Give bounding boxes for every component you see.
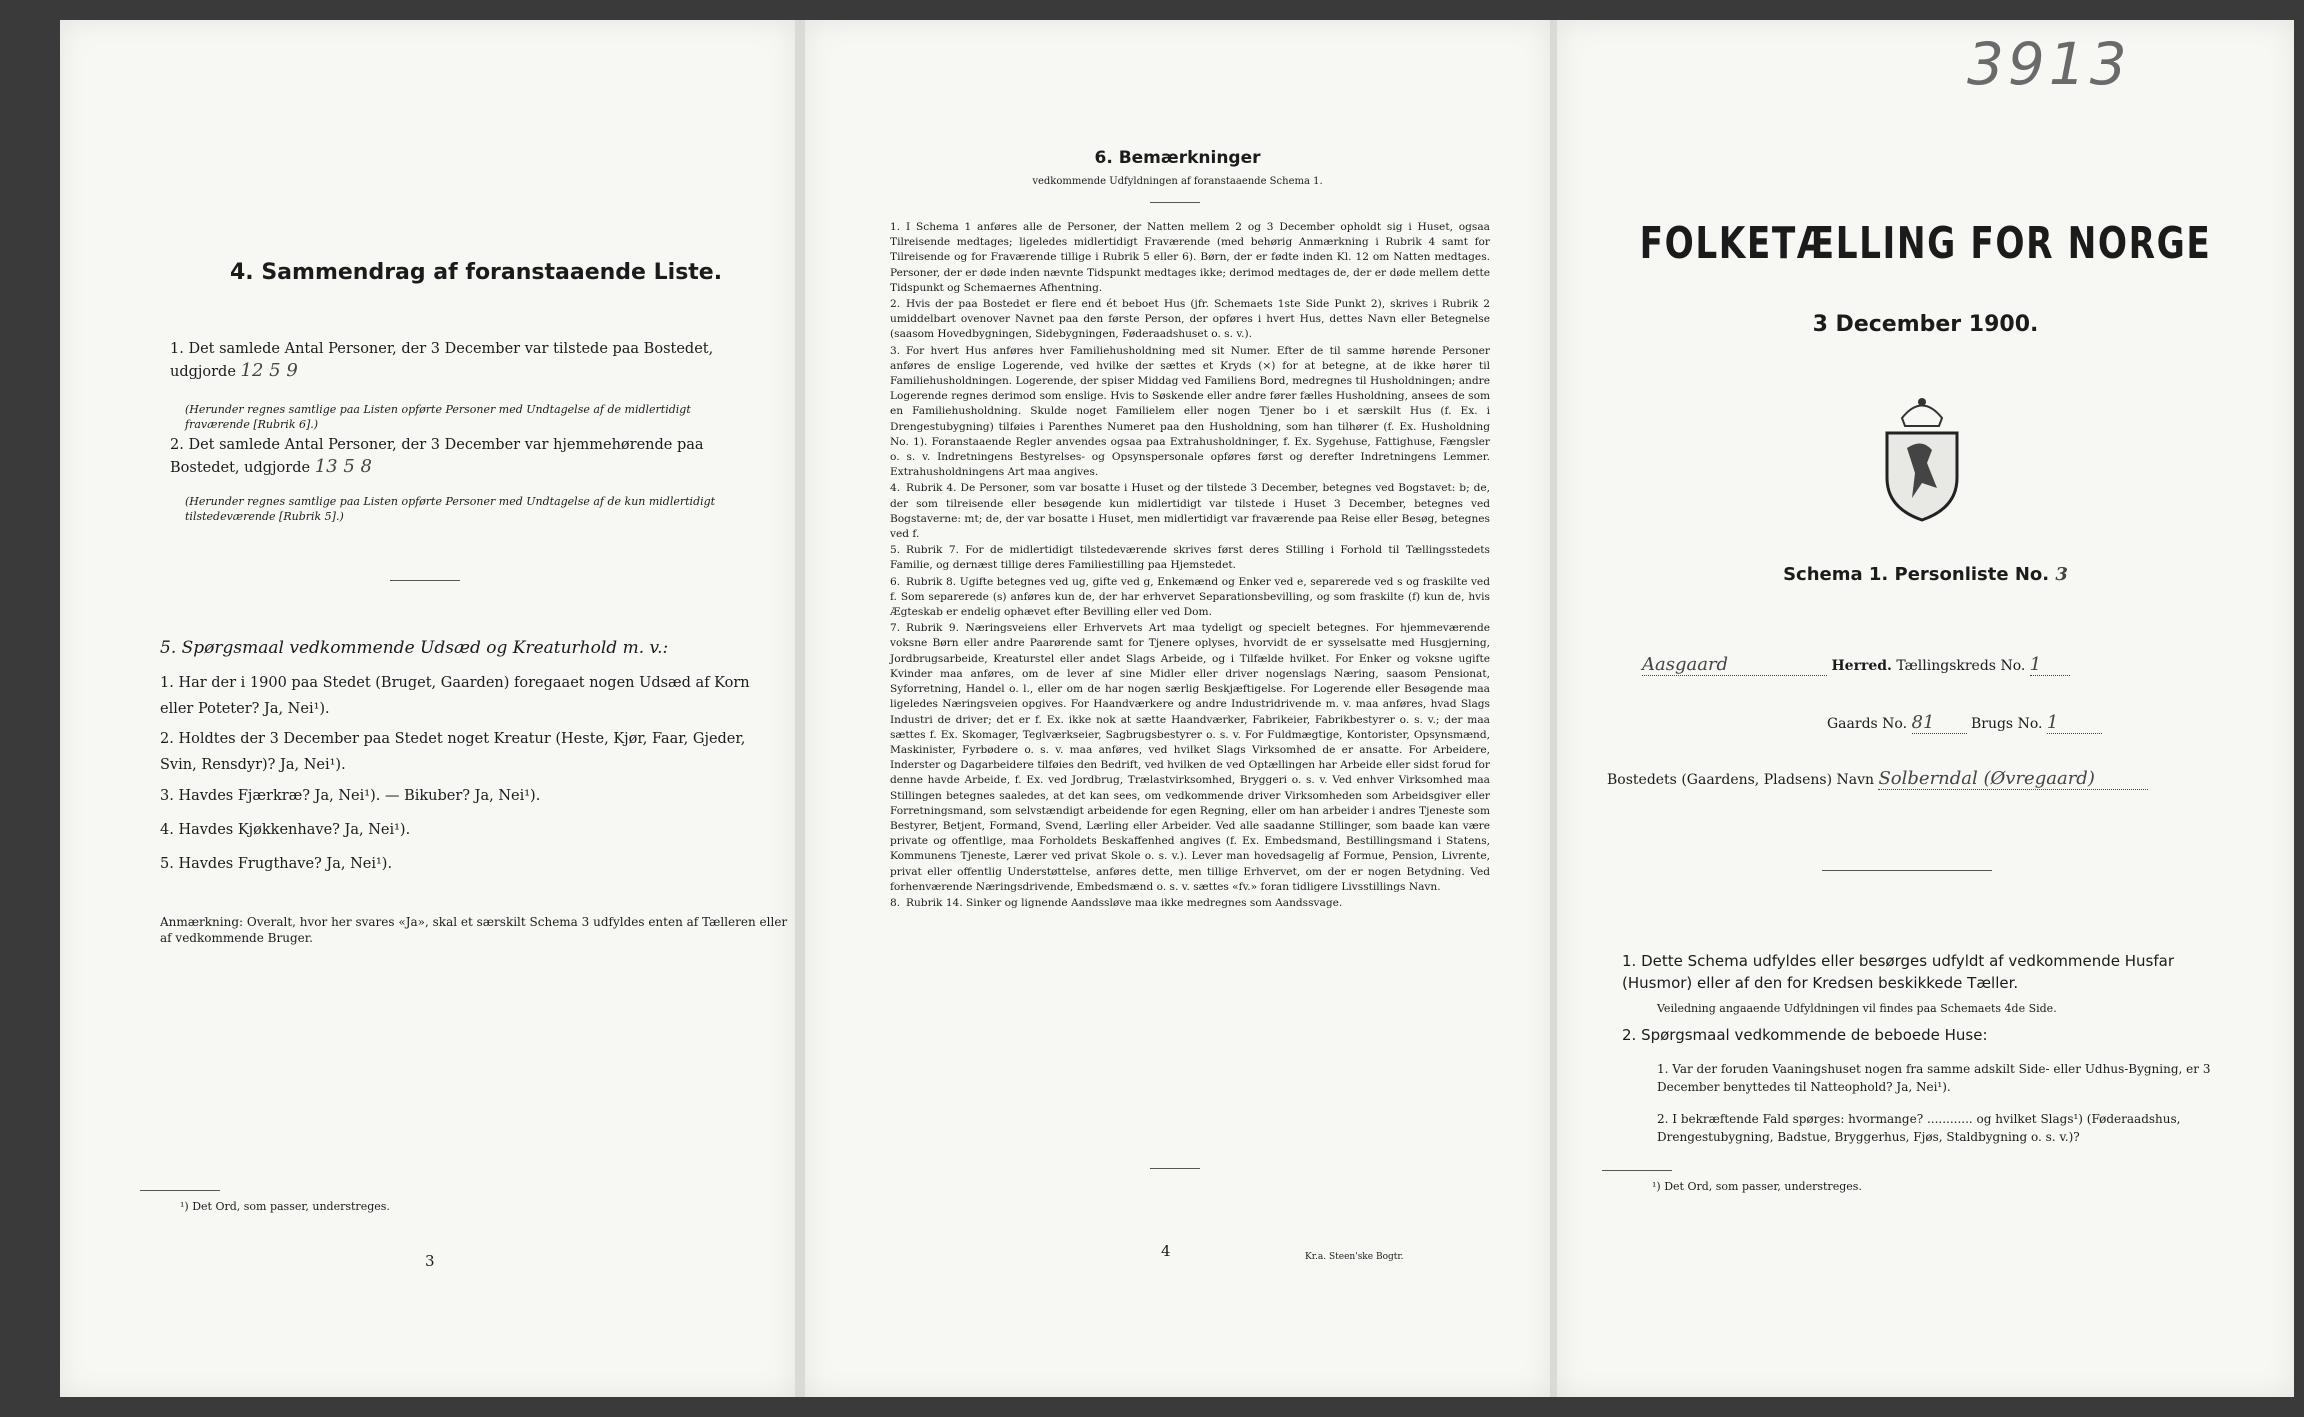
- page-number: 3: [425, 1252, 435, 1270]
- summary-heading: 4. Sammendrag af foranstaaende Liste.: [230, 260, 723, 285]
- brugs-value: 1: [2047, 712, 2102, 734]
- kreds-label: Tællingskreds No.: [1896, 658, 2026, 674]
- summary-item-present-value: 12 5 9: [240, 360, 298, 381]
- rule-item: 5. Rubrik 7. For de midlertidigt tilstedeværende skrives først deres Stilling i Forhold til Tællingsstedets Familie, og dernæst tillige deres Familiestilling paa Hjemstedet.: [890, 544, 1490, 572]
- question-4: 4. Havdes Kjøkkenhave? Ja, Nei¹).: [160, 822, 411, 838]
- question-1: 1. Har der i 1900 paa Stedet (Bruget, Gaarden) foregaaet nogen Udsæd af Korn eller Poteter? Ja, Nei¹).: [160, 675, 750, 717]
- herred-label: Herred.: [1831, 658, 1892, 674]
- footnote-rule: [1602, 1170, 1672, 1171]
- rule-item: 1. I Schema 1 anføres alle de Personer, der Natten mellem 2 og 3 December opholdt sig i Huset, ogsaa Tilreisende medtages; ligeledes midlertidigt Fraværende (med behørig Anmærkning i Rubrik 4 samt for Tilreisende og for Fraværende tillige i Rubrik 5 eller 6). Børn, der er fødte inden Kl. 12 om Natten medtages. Personer, der er døde inden nævnte Tidspunkt medtages ikke; derimod medtages de, der er døde mellem dette Tidspunkt og Schemaernes Afhentning.: [890, 221, 1490, 294]
- rule-item: 3. For hvert Hus anføres hver Familiehusholdning med sit Numer. Efter de til samme hørende Personer anføres de enslige Logerende, ved hvilke der sættes et Kryds (×) for at betegne, at de ikke hører til Familiehusholdningen. Logerende, der spiser Middag ved Familiens Bord, medregnes til Husholdningen; andre Logerende regnes derimod som enslige. Hvis to Søskende eller andre fører fælles Husholdning, ansees de som en Familiehusholdning. Skulde noget Familielem eller nogen Tjener bo i et særskilt Hus (f. Ex. i Drengestubygning) tilføies i Parenthes Numeret paa den Husholdning, som han tilhører (f. Ex. Husholdning No. 1). Foranstaaende Regler anvendes ogsaa paa Extrahusholdninger, f. Ex. Sygehuse, Fattighuse, Fængsler o. s. v. Indretningens Bestyrelses- og Opsynspersonale opføres først og derefter Indretningens Lemmer. Extrahusholdningens Art maa angives.: [890, 344, 1490, 479]
- summary-item-present-text: 1. Det samlede Antal Personer, der 3 December var tilstede paa Bostedet, udgjorde: [170, 341, 714, 380]
- schema-number: 3: [2055, 564, 2068, 585]
- rule-item: 2. Hvis der paa Bostedet er flere end ét beboet Hus (jfr. Schemaets 1ste Side Punkt 2), skrives i Rubrik 2 umiddelbart ovenover Navnet paa den første Person, der opføres i hvert Hus, dettes Navn eller Betegnelse (saasom Hovedbygningen, Sidebygningen, Føderaadshuset o. s. v.).: [890, 298, 1490, 341]
- question-3: 3. Havdes Fjærkræ? Ja, Nei¹). — Bikuber? Ja, Nei¹).: [160, 788, 541, 804]
- divider: [1150, 1168, 1200, 1169]
- archive-number: 3913: [1967, 30, 2131, 98]
- herred-line: [1642, 654, 2070, 676]
- rule-item: 7. Rubrik 9. Næringsveiens eller Erhvervets Art maa tydeligt og specielt betegnes. For hjemmeværende voksne Børn eller andre Paarørende samt for Tjenere oplyses, hvorvidt de er sysselsatte med Husgjerning, Jordbrugsarbeide, Kreaturstel eller andet Slags Arbeide, og i Tilfælde hvilket. For Enker og voksne ugifte Kvinder maa anføres, om de lever af sine Midler eller driver nogenslags Næring, saasom Pensionat, Syforretning, Handel o. l., eller om de har nogen særlig Beskjæftigelse. For Logerende eller Besøgende maa ligeledes Næringsveien opgives. For Haandværkere og andre Industridrivende m. v. maa anføres, hvad Slags Industri de driver; det er f. Ex. ikke nok at sætte Haandværker, Fabrikeier, Fabrikbestyrer o. s. v.; der maa sættes f. Ex. Skomager, Teglværkseier, Sagbrugsbestyrer o. s. v. For Fuldmægtige, Kontorister, Opsynsmænd, Maskinister, Fyrbødere o. s. v. maa anføres, ved hvilket Slags Virksomhed de er ansatte. For Arbeidere, Inderster og Dagarbeidere tilføies den Bedrift, ved hvilken de ved Optællingen har Arbeide eller sidst forud for denne havde Arbeide, f. Ex. ved Jordbrug, Trælastvirksomhed, Bryggeri o. s. v. Ved enhver Virksomhed maa Stillingen betegnes saaledes, at det kan sees, om vedkommende driver Virksomheden som Arbeidsgiver eller Forretningsmand, som selvstændigt arbeidende for egen Regning, eller om han arbeider i andres Tjeneste som Bestyrer, Betjent, Formand, Svend, Lærling eller Arbeider. Ved alle saadanne Stillinger, som baade kan være private og offentlige, maa Forholdets Beskaffenhed angives (f. Ex. Embedsmand, Bestillingsmand i Statens, Kommunens Tjeneste, Lærer ved privat Skole o. s. v.). Lever man hovedsagelig af Formue, Pension, Livrente, privat eller offentlig Understøttelse, anføres dette, men tillige Erhvervet, om der er nogen Betydning. Ved forhenværende Næringsdrivende, Embedsmænd o. s. v. sættes «fv.» foran tidligere Livsstillings Navn.: [890, 622, 1490, 893]
- summary-item-resident: [170, 434, 750, 479]
- summary-item-resident-value: 13 5 8: [314, 456, 372, 477]
- bosted-label: Bostedets (Gaardens, Pladsens) Navn: [1607, 772, 1875, 788]
- page-3-summary: [60, 20, 795, 1397]
- instruction-1: 1. Dette Schema udfyldes eller besørges udfyldt af vedkommende Husfar (Husmor) eller af den for Kredsen beskikkede Tæller.: [1622, 952, 2174, 992]
- census-title: FOLKETÆLLING FOR NORGE: [1639, 218, 2212, 269]
- page-number: 4: [1161, 1242, 1171, 1260]
- house-question-2: 2. I bekræftende Fald spørges: hvormange? ............ og hvilket Slags¹) (Føderaadshus, Drengestubygning, Badstue, Bryggerhus, Fjøs, Staldbygning o. s. v.)?: [1657, 1112, 2181, 1144]
- remarks-list: [890, 220, 1490, 912]
- page-1-cover: [1557, 20, 2294, 1397]
- footnote-rule: [140, 1190, 220, 1191]
- summary-item-present: [170, 338, 750, 383]
- summary-item-resident-text: 2. Det samlede Antal Personer, der 3 December var hjemmehørende paa Bostedet, udgjorde: [170, 437, 704, 476]
- printer-imprint: Kr.a. Steen'ske Bogtr.: [1305, 1252, 1404, 1262]
- page-4-remarks: [805, 20, 1550, 1397]
- census-date: 3 December 1900.: [1812, 312, 2039, 337]
- footnote: ¹) Det Ord, som passer, understreges.: [1652, 1180, 1862, 1193]
- gaards-line: [1827, 712, 2102, 734]
- herred-value: Aasgaard: [1642, 654, 1827, 676]
- house-question-1: 1. Var der foruden Vaaningshuset nogen fra samme adskilt Side- eller Udhus-Bygning, er 3 December benyttedes til Natteophold? Ja, Nei¹).: [1657, 1062, 2211, 1094]
- divider: [1822, 870, 1992, 871]
- gaards-value: 81: [1912, 712, 1967, 734]
- instruction-1-note: Veiledning angaaende Udfyldningen vil findes paa Schemaets 4de Side.: [1657, 1002, 2057, 1015]
- schema-line: [1557, 564, 2294, 585]
- question-2: 2. Holdtes der 3 December paa Stedet noget Kreatur (Heste, Kjør, Faar, Gjeder, Svin, Rensdyr)? Ja, Nei¹).: [160, 731, 746, 773]
- rule-item: 4. Rubrik 4. De Personer, som var bosatte i Huset og der tilstede 3 December, betegnes ved Bogstavet: b; de, der som tilreisende eller besøgende kun midlertidigt var tilstede i Huset 3 December, betegnes ved Bogstaverne: mt; de, der var bosatte i Huset, men midlertidigt var fraværende paa Reise eller Besøg, betegnes ved f.: [890, 482, 1490, 541]
- coat-of-arms-icon: [1867, 388, 1977, 523]
- footnote: ¹) Det Ord, som passer, understreges.: [180, 1200, 390, 1213]
- section-5-heading: 5. Spørgsmaal vedkommende Udsæd og Kreaturhold m. v.:: [160, 638, 669, 658]
- rule-item: 6. Rubrik 8. Ugifte betegnes ved ug, gifte ved g, Enkemænd og Enker ved e, separerede ved s og fraskilte ved f. Som separerede (s) anføres kun de, der har erhvervet Separationsbevilling, og som fraskilte (f) kun de, hvis Ægteskab er endelig ophævet efter Bevilling eller ved Dom.: [890, 575, 1490, 619]
- divider: [1150, 202, 1200, 203]
- bosted-value: Solberndal (Øvregaard): [1878, 768, 2148, 790]
- summary-item-present-note: (Herunder regnes samtlige paa Listen opførte Personer med Undtagelse af de midlertidigt fraværende [Rubrik 6].): [185, 403, 691, 431]
- kreds-value: 1: [2030, 654, 2070, 676]
- schema-label: Schema 1. Personliste No.: [1783, 564, 2050, 585]
- fold: [795, 20, 805, 1397]
- instruction-2: 2. Spørgsmaal vedkommende de beboede Huse:: [1622, 1026, 1988, 1044]
- rule-item: 8. Rubrik 14. Sinker og lignende Aandssløve maa ikke medregnes som Aandssvage.: [890, 896, 1343, 909]
- annotation-note: Anmærkning: Overalt, hvor her svares «Ja», skal et særskilt Schema 3 udfyldes enten af Tælleren eller af vedkommende Bruger.: [160, 915, 788, 945]
- summary-item-resident-note: (Herunder regnes samtlige paa Listen opførte Personer med Undtagelse af de kun midlertidigt tilstedeværende [Rubrik 5].): [185, 495, 716, 523]
- remarks-heading: 6. Bemærkninger: [1094, 148, 1261, 168]
- bosted-line: [1607, 768, 2148, 790]
- divider: [390, 580, 460, 581]
- gaards-label: Gaards No.: [1827, 716, 1908, 732]
- question-5: 5. Havdes Frugthave? Ja, Nei¹).: [160, 856, 393, 872]
- remarks-subheading: vedkommende Udfyldningen af foranstaaende Schema 1.: [1032, 176, 1323, 187]
- brugs-label: Brugs No.: [1970, 716, 2043, 732]
